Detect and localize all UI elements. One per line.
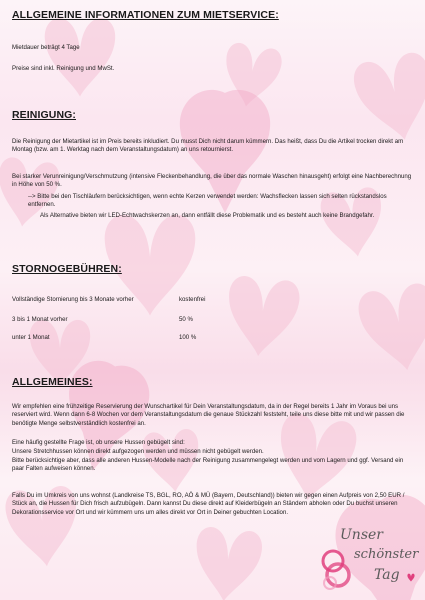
logo-text-line3: Tag — [374, 567, 400, 583]
storno-row — [12, 296, 262, 303]
allgemeines-paragraph-1: Wir empfehlen eine frühzeitige Reservierung der Wunschartikel für Dein Veranstaltungsdatum, da in der Regel bereits 1 Jahr im Voraus bei uns reserviert wird. Wenn dann 6-8 Wochen vor dem Veranstaltungsdatum die genaue Stückzahl feststeht, teile uns diese bitte mit und wir passen die benötigte Menge selbstverständlich kostenfrei an. — [12, 403, 405, 427]
reinigung-paragraph-4: Als Alternative bieten wir LED-Echtwachskerzen an, dann entfällt diese Problematik und es besteht auch keine Brandgefahr. — [40, 212, 375, 219]
logo-text-line1: Unser — [340, 527, 383, 543]
storno-row — [12, 334, 262, 341]
storno-row-label: unter 1 Monat — [12, 334, 50, 341]
info-line-rental-period: Mietdauer beträgt 4 Tage — [12, 44, 80, 51]
allgemeines-paragraph-5: Falls Du im Umkreis von uns wohnst (Landkreise TS, BGL, RO, AÖ & MÜ (Bayern, Deutschland)) bieten wir gegen einen Aufpreis von 2,50 EUR / Stück an, die Hussen für Dich frisch aufzubügeln. Dann kannst Du diese direkt auf Kleiderbügeln an Ständern abholen oder Du buchst unseren Dekorationsservice vor Ort und wir kümmern uns um alles direkt vor Ort in Deiner gebuchten Location. — [12, 492, 405, 516]
section-title-info: ALLGEMEINE INFORMATIONEN ZUM MIETSERVICE: — [12, 9, 279, 21]
storno-row-value: 100 % — [179, 334, 197, 341]
section-title-allgemeines: ALLGEMEINES: — [12, 376, 93, 388]
reinigung-paragraph-1: Die Reinigung der Mietartikel ist im Preis bereits inkludiert. Du musst Dich nicht darum kümmern. Das heißt, dass Du die Artikel trocken direkt am Montag (bzw. am 1. Werktag nach dem Veranstaltungsdatum) an uns retournierst. — [12, 138, 404, 154]
reinigung-paragraph-3: --> Bitte bei den Tischläufern berücksichtigen, wenn echte Kerzen verwendet werden: Wachsflecken lassen sich selten rückstandslos entfernen. — [28, 193, 387, 209]
brand-logo — [318, 527, 418, 597]
storno-row-label: Vollständige Stornierung bis 3 Monate vorher — [12, 296, 134, 303]
storno-row-value: 50 % — [179, 316, 193, 323]
allgemeines-paragraph-4: Bitte berücksichtige aber, dass alle anderen Hussen-Modelle nach der Reinigung zusammengelegt werden und vom Lagern und ggf. Versand ein paar Falten aufweisen können. — [12, 457, 404, 473]
section-title-reinigung: REINIGUNG: — [12, 109, 76, 121]
heart-icon — [406, 572, 416, 582]
info-line-prices: Preise sind inkl. Reinigung und MwSt. — [12, 65, 115, 72]
allgemeines-paragraph-2: Eine häufig gestellte Frage ist, ob unsere Hussen gebügelt sind: — [12, 439, 185, 446]
allgemeines-paragraph-3: Unsere Stretchhussen können direkt aufgezogen werden und müssen nicht gebügelt werden. — [12, 448, 264, 455]
storno-row-label: 3 bis 1 Monat vorher — [12, 316, 68, 323]
reinigung-paragraph-2: Bei starker Verunreinigung/Verschmutzung (intensive Fleckenbehandlung, die über das normale Waschen hinausgeht) erfolgt eine Nachberechnung in Höhe von 50 %. — [12, 173, 412, 189]
storno-row-value: kostenfrei — [179, 296, 206, 303]
logo-text-line2: schönster — [354, 547, 419, 562]
section-title-storno: STORNOGEBÜHREN: — [12, 263, 122, 275]
rings-icon — [318, 539, 358, 595]
storno-row — [12, 316, 262, 323]
